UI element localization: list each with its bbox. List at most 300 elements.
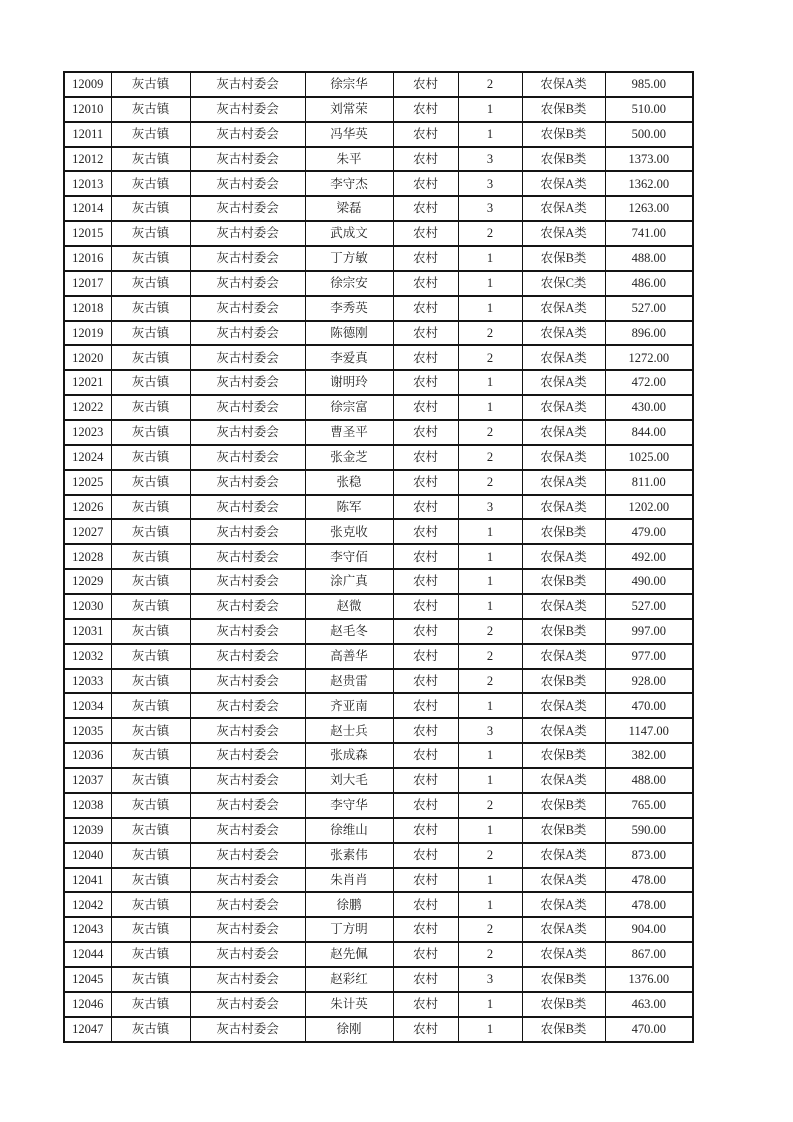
cell-area-type: 农村 — [393, 594, 458, 619]
cell-person-name: 张克收 — [305, 519, 393, 544]
cell-record-id: 12014 — [64, 196, 111, 221]
cell-town: 灰古镇 — [111, 644, 190, 669]
cell-count: 1 — [458, 519, 522, 544]
cell-village-committee: 灰古村委会 — [190, 271, 305, 296]
cell-amount: 488.00 — [605, 768, 693, 793]
cell-area-type: 农村 — [393, 669, 458, 694]
cell-record-id: 12040 — [64, 843, 111, 868]
cell-village-committee: 灰古村委会 — [190, 97, 305, 122]
cell-town: 灰古镇 — [111, 793, 190, 818]
cell-area-type: 农村 — [393, 122, 458, 147]
table-row — [64, 693, 693, 718]
cell-area-type: 农村 — [393, 246, 458, 271]
cell-town: 灰古镇 — [111, 445, 190, 470]
cell-village-committee: 灰古村委会 — [190, 420, 305, 445]
cell-count: 1 — [458, 818, 522, 843]
cell-person-name: 丁方敏 — [305, 246, 393, 271]
table-row — [64, 1017, 693, 1042]
cell-village-committee: 灰古村委会 — [190, 892, 305, 917]
cell-town: 灰古镇 — [111, 196, 190, 221]
table-body — [64, 72, 693, 1042]
cell-village-committee: 灰古村委会 — [190, 171, 305, 196]
cell-count: 1 — [458, 544, 522, 569]
cell-village-committee: 灰古村委会 — [190, 942, 305, 967]
cell-area-type: 农村 — [393, 171, 458, 196]
cell-insurance-type: 农保A类 — [522, 445, 605, 470]
cell-insurance-type: 农保B类 — [522, 818, 605, 843]
cell-count: 2 — [458, 420, 522, 445]
cell-count: 1 — [458, 97, 522, 122]
cell-insurance-type: 农保B类 — [522, 1017, 605, 1042]
cell-town: 灰古镇 — [111, 321, 190, 346]
table-row — [64, 569, 693, 594]
cell-town: 灰古镇 — [111, 917, 190, 942]
cell-count: 2 — [458, 72, 522, 97]
cell-amount: 928.00 — [605, 669, 693, 694]
cell-amount: 472.00 — [605, 370, 693, 395]
table-row — [64, 793, 693, 818]
table-row — [64, 619, 693, 644]
cell-village-committee: 灰古村委会 — [190, 445, 305, 470]
table-row — [64, 594, 693, 619]
cell-area-type: 农村 — [393, 892, 458, 917]
cell-insurance-type: 农保A类 — [522, 395, 605, 420]
cell-village-committee: 灰古村委会 — [190, 967, 305, 992]
cell-insurance-type: 农保A类 — [522, 495, 605, 520]
cell-town: 灰古镇 — [111, 122, 190, 147]
table-row — [64, 892, 693, 917]
cell-area-type: 农村 — [393, 72, 458, 97]
cell-count: 3 — [458, 147, 522, 172]
cell-insurance-type: 农保C类 — [522, 271, 605, 296]
table-row — [64, 221, 693, 246]
cell-amount: 1373.00 — [605, 147, 693, 172]
cell-amount: 510.00 — [605, 97, 693, 122]
cell-person-name: 朱肖肖 — [305, 868, 393, 893]
cell-count: 2 — [458, 619, 522, 644]
cell-insurance-type: 农保A类 — [522, 345, 605, 370]
cell-count: 2 — [458, 917, 522, 942]
cell-amount: 1263.00 — [605, 196, 693, 221]
cell-town: 灰古镇 — [111, 768, 190, 793]
cell-amount: 492.00 — [605, 544, 693, 569]
cell-insurance-type: 农保A类 — [522, 644, 605, 669]
cell-village-committee: 灰古村委会 — [190, 1017, 305, 1042]
cell-person-name: 朱平 — [305, 147, 393, 172]
cell-area-type: 农村 — [393, 693, 458, 718]
cell-amount: 1147.00 — [605, 718, 693, 743]
cell-count: 2 — [458, 445, 522, 470]
cell-record-id: 12031 — [64, 619, 111, 644]
cell-village-committee: 灰古村委会 — [190, 296, 305, 321]
cell-record-id: 12038 — [64, 793, 111, 818]
cell-village-committee: 灰古村委会 — [190, 370, 305, 395]
cell-area-type: 农村 — [393, 942, 458, 967]
cell-amount: 590.00 — [605, 818, 693, 843]
cell-area-type: 农村 — [393, 345, 458, 370]
cell-village-committee: 灰古村委会 — [190, 470, 305, 495]
cell-person-name: 冯华英 — [305, 122, 393, 147]
cell-town: 灰古镇 — [111, 868, 190, 893]
cell-village-committee: 灰古村委会 — [190, 669, 305, 694]
cell-count: 3 — [458, 171, 522, 196]
cell-amount: 811.00 — [605, 470, 693, 495]
cell-person-name: 涂广真 — [305, 569, 393, 594]
cell-insurance-type: 农保A类 — [522, 171, 605, 196]
cell-insurance-type: 农保A类 — [522, 321, 605, 346]
cell-person-name: 张金芝 — [305, 445, 393, 470]
cell-record-id: 12023 — [64, 420, 111, 445]
cell-amount: 844.00 — [605, 420, 693, 445]
cell-village-committee: 灰古村委会 — [190, 644, 305, 669]
cell-amount: 470.00 — [605, 693, 693, 718]
cell-town: 灰古镇 — [111, 72, 190, 97]
cell-town: 灰古镇 — [111, 818, 190, 843]
cell-count: 1 — [458, 569, 522, 594]
cell-person-name: 谢明玲 — [305, 370, 393, 395]
cell-record-id: 12041 — [64, 868, 111, 893]
cell-village-committee: 灰古村委会 — [190, 147, 305, 172]
cell-count: 1 — [458, 768, 522, 793]
table-row — [64, 718, 693, 743]
cell-town: 灰古镇 — [111, 296, 190, 321]
cell-person-name: 李秀英 — [305, 296, 393, 321]
cell-insurance-type: 农保A类 — [522, 72, 605, 97]
cell-insurance-type: 农保A类 — [522, 420, 605, 445]
cell-insurance-type: 农保B类 — [522, 669, 605, 694]
cell-count: 3 — [458, 718, 522, 743]
cell-count: 2 — [458, 942, 522, 967]
table-row — [64, 495, 693, 520]
cell-area-type: 农村 — [393, 992, 458, 1017]
cell-area-type: 农村 — [393, 445, 458, 470]
cell-amount: 1272.00 — [605, 345, 693, 370]
table-row — [64, 868, 693, 893]
cell-record-id: 12011 — [64, 122, 111, 147]
cell-record-id: 12032 — [64, 644, 111, 669]
cell-area-type: 农村 — [393, 370, 458, 395]
cell-insurance-type: 农保B类 — [522, 992, 605, 1017]
cell-amount: 741.00 — [605, 221, 693, 246]
cell-record-id: 12029 — [64, 569, 111, 594]
cell-person-name: 徐刚 — [305, 1017, 393, 1042]
cell-record-id: 12013 — [64, 171, 111, 196]
cell-village-committee: 灰古村委会 — [190, 718, 305, 743]
cell-village-committee: 灰古村委会 — [190, 395, 305, 420]
cell-insurance-type: 农保B类 — [522, 743, 605, 768]
cell-town: 灰古镇 — [111, 544, 190, 569]
cell-record-id: 12024 — [64, 445, 111, 470]
cell-count: 1 — [458, 296, 522, 321]
cell-record-id: 12015 — [64, 221, 111, 246]
cell-person-name: 刘大毛 — [305, 768, 393, 793]
cell-town: 灰古镇 — [111, 619, 190, 644]
benefits-table — [63, 71, 694, 1043]
cell-count: 2 — [458, 470, 522, 495]
cell-area-type: 农村 — [393, 917, 458, 942]
cell-area-type: 农村 — [393, 768, 458, 793]
cell-village-committee: 灰古村委会 — [190, 768, 305, 793]
cell-count: 1 — [458, 370, 522, 395]
cell-area-type: 农村 — [393, 321, 458, 346]
cell-amount: 486.00 — [605, 271, 693, 296]
cell-person-name: 赵毛冬 — [305, 619, 393, 644]
cell-insurance-type: 农保A类 — [522, 544, 605, 569]
cell-record-id: 12043 — [64, 917, 111, 942]
table-row — [64, 544, 693, 569]
cell-person-name: 赵先佩 — [305, 942, 393, 967]
cell-amount: 985.00 — [605, 72, 693, 97]
cell-count: 1 — [458, 122, 522, 147]
cell-amount: 488.00 — [605, 246, 693, 271]
cell-village-committee: 灰古村委会 — [190, 569, 305, 594]
cell-town: 灰古镇 — [111, 395, 190, 420]
cell-village-committee: 灰古村委会 — [190, 519, 305, 544]
table-row — [64, 644, 693, 669]
cell-town: 灰古镇 — [111, 221, 190, 246]
cell-record-id: 12037 — [64, 768, 111, 793]
cell-amount: 1202.00 — [605, 495, 693, 520]
cell-area-type: 农村 — [393, 519, 458, 544]
cell-town: 灰古镇 — [111, 1017, 190, 1042]
cell-person-name: 徐鹏 — [305, 892, 393, 917]
cell-person-name: 徐维山 — [305, 818, 393, 843]
table-row — [64, 345, 693, 370]
cell-amount: 478.00 — [605, 868, 693, 893]
cell-record-id: 12012 — [64, 147, 111, 172]
cell-area-type: 农村 — [393, 395, 458, 420]
table-row — [64, 992, 693, 1017]
cell-person-name: 李守杰 — [305, 171, 393, 196]
cell-amount: 463.00 — [605, 992, 693, 1017]
cell-count: 3 — [458, 196, 522, 221]
cell-record-id: 12027 — [64, 519, 111, 544]
cell-insurance-type: 农保A类 — [522, 221, 605, 246]
cell-count: 1 — [458, 395, 522, 420]
cell-insurance-type: 农保B类 — [522, 122, 605, 147]
cell-person-name: 赵微 — [305, 594, 393, 619]
cell-record-id: 12044 — [64, 942, 111, 967]
cell-record-id: 12030 — [64, 594, 111, 619]
table-row — [64, 196, 693, 221]
cell-area-type: 农村 — [393, 296, 458, 321]
cell-insurance-type: 农保B类 — [522, 519, 605, 544]
cell-insurance-type: 农保B类 — [522, 569, 605, 594]
cell-record-id: 12046 — [64, 992, 111, 1017]
cell-insurance-type: 农保B类 — [522, 147, 605, 172]
cell-village-committee: 灰古村委会 — [190, 196, 305, 221]
table-row — [64, 122, 693, 147]
cell-area-type: 农村 — [393, 619, 458, 644]
table-row — [64, 445, 693, 470]
cell-village-committee: 灰古村委会 — [190, 818, 305, 843]
cell-village-committee: 灰古村委会 — [190, 594, 305, 619]
cell-person-name: 李守佰 — [305, 544, 393, 569]
cell-insurance-type: 农保A类 — [522, 370, 605, 395]
cell-person-name: 赵贵雷 — [305, 669, 393, 694]
cell-person-name: 徐宗华 — [305, 72, 393, 97]
cell-insurance-type: 农保A类 — [522, 868, 605, 893]
cell-area-type: 农村 — [393, 644, 458, 669]
cell-area-type: 农村 — [393, 221, 458, 246]
cell-area-type: 农村 — [393, 569, 458, 594]
cell-count: 2 — [458, 321, 522, 346]
cell-amount: 430.00 — [605, 395, 693, 420]
cell-record-id: 12009 — [64, 72, 111, 97]
table-row — [64, 395, 693, 420]
cell-amount: 1025.00 — [605, 445, 693, 470]
cell-insurance-type: 农保B类 — [522, 97, 605, 122]
cell-area-type: 农村 — [393, 196, 458, 221]
cell-count: 1 — [458, 743, 522, 768]
cell-area-type: 农村 — [393, 818, 458, 843]
cell-amount: 527.00 — [605, 594, 693, 619]
cell-person-name: 张成森 — [305, 743, 393, 768]
cell-village-committee: 灰古村委会 — [190, 544, 305, 569]
cell-amount: 873.00 — [605, 843, 693, 868]
cell-person-name: 徐宗安 — [305, 271, 393, 296]
cell-insurance-type: 农保A类 — [522, 942, 605, 967]
table-row — [64, 743, 693, 768]
cell-town: 灰古镇 — [111, 97, 190, 122]
cell-amount: 478.00 — [605, 892, 693, 917]
cell-record-id: 12026 — [64, 495, 111, 520]
cell-record-id: 12034 — [64, 693, 111, 718]
cell-town: 灰古镇 — [111, 470, 190, 495]
cell-amount: 1376.00 — [605, 967, 693, 992]
table-row — [64, 818, 693, 843]
cell-village-committee: 灰古村委会 — [190, 321, 305, 346]
cell-person-name: 梁磊 — [305, 196, 393, 221]
cell-insurance-type: 农保A类 — [522, 470, 605, 495]
cell-amount: 765.00 — [605, 793, 693, 818]
cell-record-id: 12047 — [64, 1017, 111, 1042]
cell-record-id: 12036 — [64, 743, 111, 768]
cell-person-name: 赵士兵 — [305, 718, 393, 743]
cell-person-name: 曹圣平 — [305, 420, 393, 445]
cell-town: 灰古镇 — [111, 147, 190, 172]
cell-person-name: 丁方明 — [305, 917, 393, 942]
cell-town: 灰古镇 — [111, 345, 190, 370]
cell-amount: 867.00 — [605, 942, 693, 967]
cell-village-committee: 灰古村委会 — [190, 793, 305, 818]
cell-amount: 490.00 — [605, 569, 693, 594]
cell-insurance-type: 农保A类 — [522, 718, 605, 743]
cell-village-committee: 灰古村委会 — [190, 917, 305, 942]
cell-insurance-type: 农保B类 — [522, 619, 605, 644]
table-row — [64, 147, 693, 172]
cell-person-name: 武成文 — [305, 221, 393, 246]
cell-town: 灰古镇 — [111, 370, 190, 395]
cell-record-id: 12010 — [64, 97, 111, 122]
cell-town: 灰古镇 — [111, 246, 190, 271]
cell-area-type: 农村 — [393, 793, 458, 818]
cell-village-committee: 灰古村委会 — [190, 619, 305, 644]
cell-insurance-type: 农保A类 — [522, 843, 605, 868]
table-row — [64, 843, 693, 868]
cell-person-name: 刘常荣 — [305, 97, 393, 122]
cell-person-name: 徐宗富 — [305, 395, 393, 420]
cell-area-type: 农村 — [393, 470, 458, 495]
cell-count: 1 — [458, 892, 522, 917]
table-row — [64, 370, 693, 395]
cell-insurance-type: 农保A类 — [522, 917, 605, 942]
cell-record-id: 12020 — [64, 345, 111, 370]
cell-insurance-type: 农保A类 — [522, 594, 605, 619]
cell-record-id: 12022 — [64, 395, 111, 420]
cell-area-type: 农村 — [393, 868, 458, 893]
cell-amount: 382.00 — [605, 743, 693, 768]
cell-count: 1 — [458, 246, 522, 271]
cell-count: 1 — [458, 594, 522, 619]
cell-insurance-type: 农保A类 — [522, 693, 605, 718]
cell-record-id: 12033 — [64, 669, 111, 694]
cell-village-committee: 灰古村委会 — [190, 843, 305, 868]
cell-town: 灰古镇 — [111, 569, 190, 594]
cell-record-id: 12035 — [64, 718, 111, 743]
cell-person-name: 张素伟 — [305, 843, 393, 868]
cell-area-type: 农村 — [393, 495, 458, 520]
cell-area-type: 农村 — [393, 544, 458, 569]
cell-person-name: 李守华 — [305, 793, 393, 818]
cell-person-name: 陈德刚 — [305, 321, 393, 346]
cell-insurance-type: 农保A类 — [522, 768, 605, 793]
cell-record-id: 12039 — [64, 818, 111, 843]
cell-town: 灰古镇 — [111, 942, 190, 967]
cell-village-committee: 灰古村委会 — [190, 868, 305, 893]
table-row — [64, 470, 693, 495]
cell-record-id: 12016 — [64, 246, 111, 271]
cell-amount: 500.00 — [605, 122, 693, 147]
cell-count: 2 — [458, 793, 522, 818]
cell-count: 2 — [458, 669, 522, 694]
cell-count: 3 — [458, 495, 522, 520]
cell-village-committee: 灰古村委会 — [190, 345, 305, 370]
cell-village-committee: 灰古村委会 — [190, 495, 305, 520]
cell-insurance-type: 农保A类 — [522, 296, 605, 321]
cell-count: 1 — [458, 1017, 522, 1042]
cell-area-type: 农村 — [393, 420, 458, 445]
table-row — [64, 72, 693, 97]
cell-amount: 1362.00 — [605, 171, 693, 196]
cell-town: 灰古镇 — [111, 669, 190, 694]
cell-amount: 997.00 — [605, 619, 693, 644]
table-row — [64, 171, 693, 196]
cell-record-id: 12021 — [64, 370, 111, 395]
cell-area-type: 农村 — [393, 97, 458, 122]
table-row — [64, 97, 693, 122]
cell-area-type: 农村 — [393, 967, 458, 992]
cell-person-name: 齐亚南 — [305, 693, 393, 718]
cell-amount: 479.00 — [605, 519, 693, 544]
cell-record-id: 12042 — [64, 892, 111, 917]
cell-insurance-type: 农保B类 — [522, 246, 605, 271]
cell-town: 灰古镇 — [111, 420, 190, 445]
cell-area-type: 农村 — [393, 147, 458, 172]
cell-insurance-type: 农保A类 — [522, 892, 605, 917]
cell-village-committee: 灰古村委会 — [190, 992, 305, 1017]
cell-record-id: 12028 — [64, 544, 111, 569]
cell-record-id: 12045 — [64, 967, 111, 992]
cell-amount: 527.00 — [605, 296, 693, 321]
table-row — [64, 271, 693, 296]
cell-count: 1 — [458, 271, 522, 296]
cell-person-name: 朱计英 — [305, 992, 393, 1017]
cell-record-id: 12018 — [64, 296, 111, 321]
cell-town: 灰古镇 — [111, 843, 190, 868]
cell-town: 灰古镇 — [111, 693, 190, 718]
cell-village-committee: 灰古村委会 — [190, 72, 305, 97]
